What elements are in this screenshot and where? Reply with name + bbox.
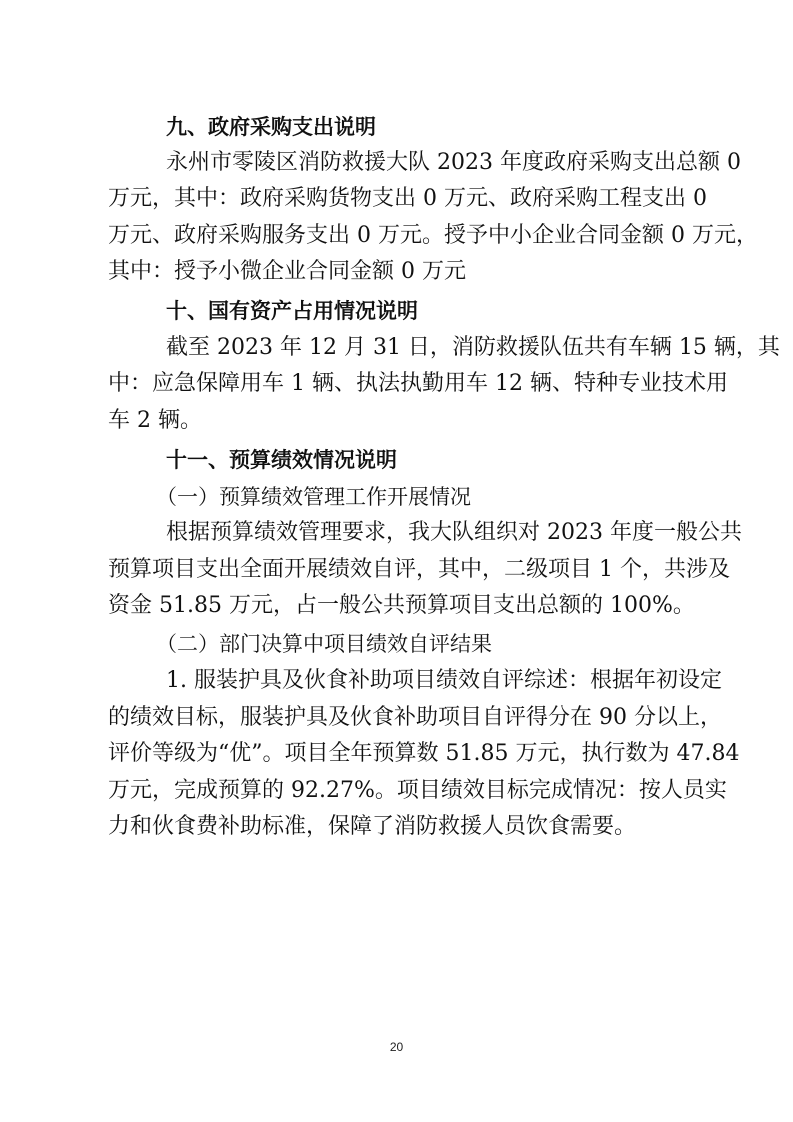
subsection-1-heading: （一）预算绩效管理工作开展情况: [156, 485, 471, 509]
paragraph-line: 万元，其中：政府采购货物支出 0 万元、政府采购工程支出 0: [108, 186, 707, 211]
section-10-heading: 十、国有资产占用情况说明: [166, 299, 418, 323]
paragraph-line: 万元，完成预算的 92.27%。项目绩效目标完成情况：按人员实: [108, 778, 727, 803]
paragraph-line: 万元、政府采购服务支出 0 万元。授予中小企业合同金额 0 万元，: [108, 223, 758, 248]
paragraph-line: 中：应急保障用车 1 辆、执法执勤用车 12 辆、特种专业技术用: [108, 371, 728, 396]
paragraph-line: 截至 2023 年 12 月 31 日，消防救援队伍共有车辆 15 辆，其: [166, 335, 780, 360]
section-9-heading: 九、政府采购支出说明: [166, 115, 376, 139]
section-11-heading: 十一、预算绩效情况说明: [166, 448, 397, 472]
paragraph-line: 资金 51.85 万元，占一般公共预算项目支出总额的 100%。: [108, 593, 695, 618]
page-number: 20: [389, 1040, 404, 1054]
paragraph-line: 1. 服装护具及伙食补助项目绩效自评综述：根据年初设定: [166, 668, 722, 693]
paragraph-line: 力和伙食费补助标准，保障了消防救援人员饮食需要。: [108, 814, 637, 839]
paragraph-line: 评价等级为“优”。项目全年预算数 51.85 万元，执行数为 47.84: [108, 741, 740, 766]
paragraph-line: 预算项目支出全面开展绩效自评，其中，二级项目 1 个，共涉及: [108, 557, 730, 582]
paragraph-line: 其中：授予小微企业合同金额 0 万元: [108, 259, 466, 284]
subsection-2-heading: （二）部门决算中项目绩效自评结果: [156, 632, 492, 656]
paragraph-line: 根据预算绩效管理要求，我大队组织对 2023 年度一般公共: [166, 520, 742, 545]
paragraph-line: 永州市零陵区消防救援大队 2023 年度政府采购支出总额 0: [166, 150, 741, 175]
paragraph-line: 的绩效目标，服装护具及伙食补助项目自评得分在 90 分以上，: [108, 705, 722, 730]
paragraph-line: 车 2 辆。: [108, 408, 202, 433]
